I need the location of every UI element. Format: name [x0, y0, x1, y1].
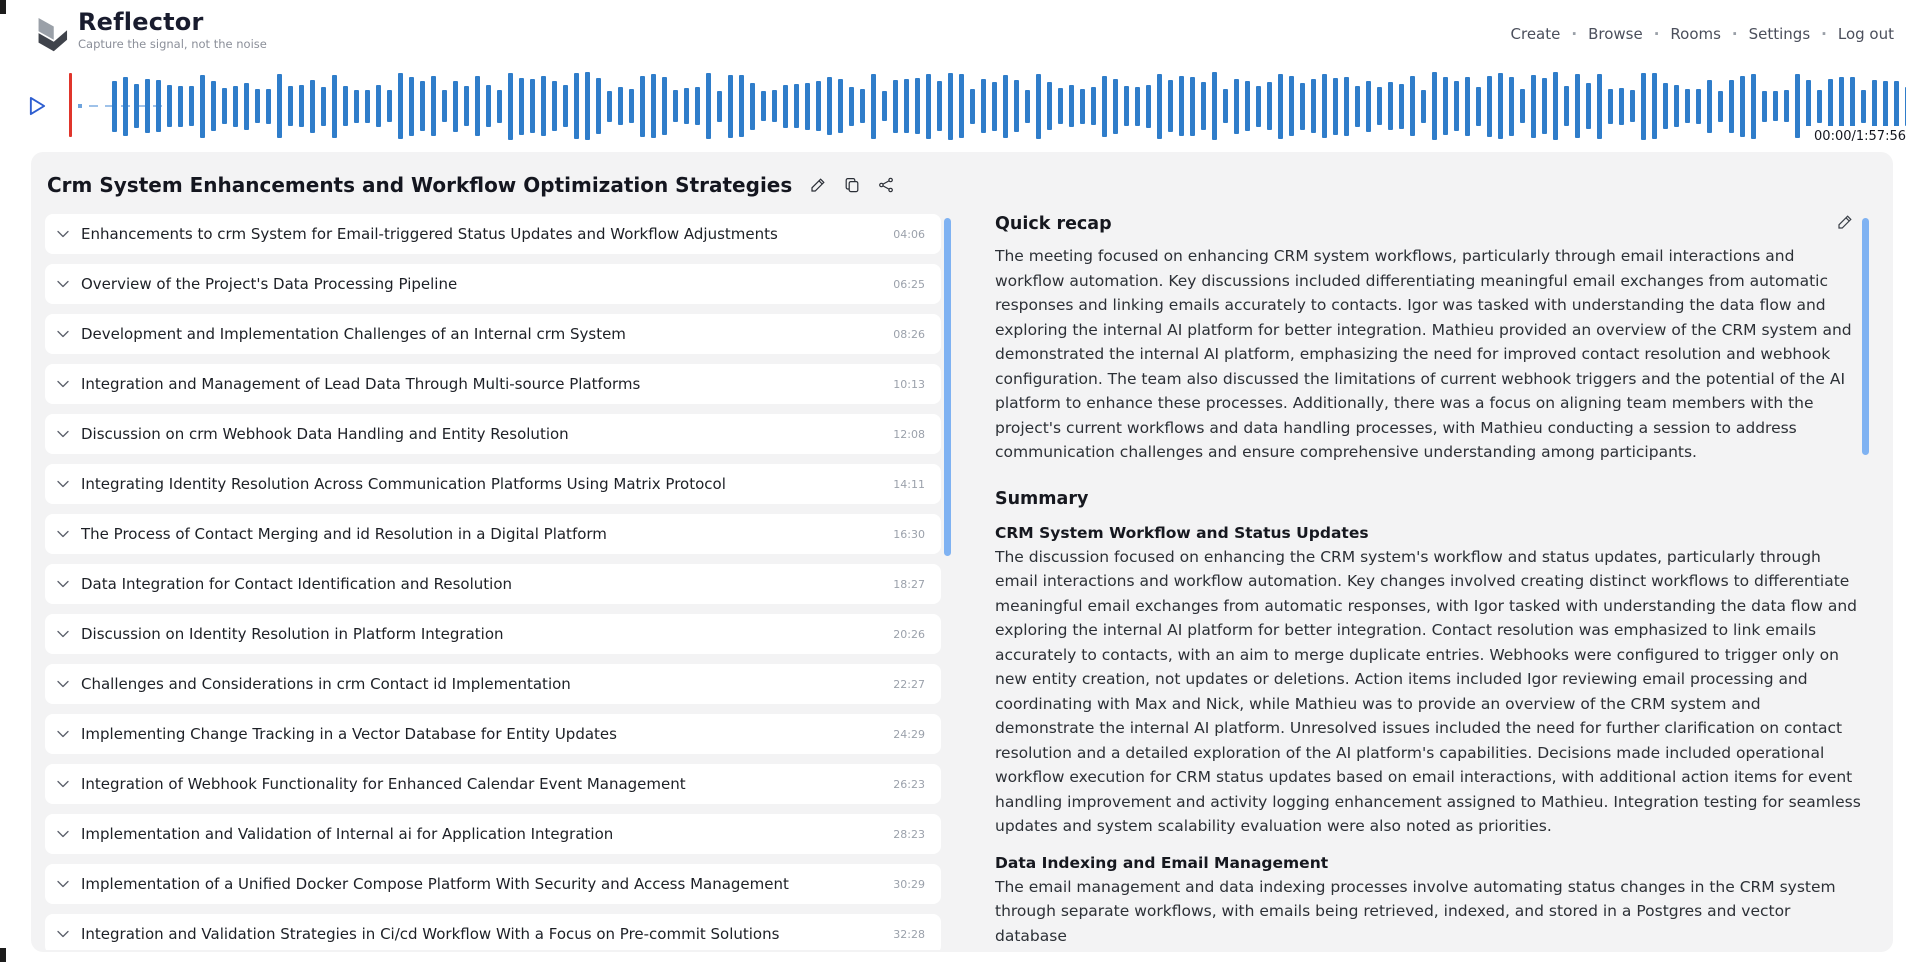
- waveform-seekbar[interactable]: [64, 70, 1906, 142]
- audio-player: [28, 64, 1906, 148]
- pencil-icon: [810, 177, 826, 193]
- quick-recap-text: The meeting focused on enhancing CRM system workflows, particularly through email interactions and workflow automation. Key discussions included differentiating meaningful email exchanges from automatic responses and linking emails accurately to contacts. Igor was tasked with understanding the data flow and exploring the internal AI platform for better integration. Mathieu provided an overview of the CRM system and demonstrated the internal AI platform, emphasizing the need for improved contact resolution and webhook configuration. The team also discussed the limitations of current webhook triggers and the potential of the AI platform to enhance these processes. Additionally, there was a focus on aligning team members with the project's current workflows and data handling processes, with Mathieu conducting a session to address communication challenges and ensure comprehensive understanding among participants.: [995, 247, 1852, 461]
- topic-list: [45, 214, 941, 950]
- topic-timestamp: 12:08: [893, 427, 925, 441]
- copy-icon: [844, 177, 860, 193]
- summary-section-heading: CRM System Workflow and Status Updates: [995, 523, 1369, 542]
- topic-timestamp: 14:11: [893, 477, 925, 491]
- topic-label: Integrating Identity Resolution Across Communication Platforms Using Matrix Protocol: [81, 475, 726, 493]
- brand-name: Reflector: [78, 8, 204, 36]
- playhead-cursor[interactable]: [69, 73, 72, 137]
- topic-label: Overview of the Project's Data Processing Pipeline: [81, 275, 458, 293]
- share-button[interactable]: [878, 177, 894, 193]
- topic-timestamp: 32:28: [893, 927, 925, 941]
- top-nav: [1511, 25, 1894, 43]
- topic-row[interactable]: [45, 414, 941, 454]
- chevron-down-icon: [57, 480, 69, 488]
- topic-timestamp: 18:27: [893, 577, 925, 591]
- share-icon: [878, 177, 894, 193]
- window-edge-artifact-bottom: [0, 948, 6, 962]
- topic-label: Implementation of a Unified Docker Compose Platform With Security and Access Management: [81, 875, 789, 893]
- nav-logout[interactable]: Log out: [1837, 25, 1894, 43]
- topic-label: Data Integration for Contact Identification and Resolution: [81, 575, 513, 593]
- summary-section-text: The discussion focused on enhancing the CRM system's workflow and status updates, particularly through email interactions and workflow automation. Key changes involved creating distinct workflows to differentiate meaningful email exchanges from automatic responses, with Igor tasked with understanding the data flow and exploring the internal AI platform for better integration. Contact resolution was emphasized to link emails accurately to contacts, with an aim to merge duplicate entries. Webhooks were configured to trigger only on new entity creation, not updates or deletions. Action items included Igor reviewing email processing and coordinating with Max and Nick, while Mathieu was to provide an overview of the CRM system and demonstrate the internal AI platform. Unresolved issues included the need for further clarification on contact resolution and a detailed exploration of the AI platform's capabilities. Decisions made included operational workflow execution for CRM status updates based on email interactions, with additional action items for event handling improvement and activity logging enhancement assigned to Mathieu. Integration testing for seamless updates and system scalability evaluation were also noted as priorities.: [995, 547, 1861, 835]
- brand-home-link[interactable]: [30, 10, 267, 58]
- summary-section-heading: Data Indexing and Email Management: [995, 853, 1329, 872]
- topic-timestamp: 24:29: [893, 727, 925, 741]
- topic-timestamp: 22:27: [893, 677, 925, 691]
- topic-row[interactable]: [45, 764, 941, 804]
- topic-label: Challenges and Considerations in crm Contact id Implementation: [81, 675, 571, 693]
- topic-timestamp: 26:23: [893, 777, 925, 791]
- topic-label: Integration and Validation Strategies in Ci/cd Workflow With a Focus on Pre-commit Solutions: [81, 925, 780, 943]
- chevron-down-icon: [57, 530, 69, 538]
- topics-scrollbar[interactable]: [944, 218, 951, 556]
- topic-row[interactable]: [45, 664, 941, 704]
- topic-timestamp: 30:29: [893, 877, 925, 891]
- topic-label: Development and Implementation Challenges of an Internal crm System: [81, 325, 626, 343]
- chevron-down-icon: [57, 680, 69, 688]
- chevron-down-icon: [57, 780, 69, 788]
- reflector-logo-icon: [30, 14, 68, 58]
- play-icon: [28, 95, 47, 117]
- topic-timestamp: 28:23: [893, 827, 925, 841]
- topic-row[interactable]: [45, 714, 941, 754]
- meeting-title: Crm System Enhancements and Workflow Optimization Strategies: [47, 173, 793, 197]
- topic-timestamp: 06:25: [893, 277, 925, 291]
- topic-label: Enhancements to crm System for Email-triggered Status Updates and Workflow Adjustments: [81, 225, 778, 243]
- play-button[interactable]: [28, 86, 64, 126]
- topic-timestamp: 08:26: [893, 327, 925, 341]
- nav-create[interactable]: Create: [1510, 25, 1561, 43]
- summary-heading: Summary: [995, 488, 1089, 509]
- topic-row[interactable]: [45, 264, 941, 304]
- topic-label: Implementing Change Tracking in a Vector Database for Entity Updates: [81, 725, 617, 743]
- chevron-down-icon: [57, 330, 69, 338]
- waveform-bars: [112, 70, 1906, 142]
- summary-scrollbar[interactable]: [1862, 218, 1869, 455]
- topic-timestamp: 16:30: [893, 527, 925, 541]
- topic-row[interactable]: [45, 364, 941, 404]
- chevron-down-icon: [57, 230, 69, 238]
- playback-time: 00:00/1:57:56: [1806, 126, 1906, 144]
- chevron-down-icon: [57, 930, 69, 938]
- meeting-card: [31, 152, 1893, 952]
- topic-row[interactable]: [45, 214, 941, 254]
- pencil-icon: [1837, 214, 1853, 230]
- nav-separator: ·: [1821, 25, 1827, 43]
- topic-row[interactable]: [45, 814, 941, 854]
- chevron-down-icon: [57, 280, 69, 288]
- nav-separator: ·: [1571, 25, 1578, 43]
- topic-timestamp: 04:06: [893, 227, 925, 241]
- quick-recap-heading: Quick recap: [995, 214, 1112, 234]
- nav-separator: ·: [1653, 25, 1660, 43]
- brand-tagline: Capture the signal, not the noise: [78, 37, 267, 52]
- topic-row[interactable]: [45, 464, 941, 504]
- topic-timestamp: 20:26: [893, 627, 925, 641]
- topic-label: Implementation and Validation of Internal ai for Application Integration: [81, 825, 614, 843]
- topic-label: Discussion on Identity Resolution in Platform Integration: [81, 625, 504, 643]
- summary-panel: [995, 214, 1879, 950]
- topic-label: Discussion on crm Webhook Data Handling and Entity Resolution: [81, 425, 569, 443]
- nav-rooms[interactable]: Rooms: [1670, 25, 1721, 43]
- topic-row[interactable]: [45, 314, 941, 354]
- chevron-down-icon: [57, 880, 69, 888]
- chevron-down-icon: [57, 580, 69, 588]
- nav-settings[interactable]: Settings: [1748, 25, 1811, 43]
- topic-label: Integration and Management of Lead Data Through Multi-source Platforms: [81, 375, 641, 393]
- chevron-down-icon: [57, 430, 69, 438]
- topics-panel: [45, 214, 969, 950]
- nav-separator: ·: [1731, 25, 1738, 43]
- window-edge-artifact-top: [0, 0, 6, 14]
- topic-row[interactable]: [45, 564, 941, 604]
- app-header: [0, 0, 1924, 58]
- summary-section-text: The email management and data indexing processes involve automating status changes in the CRM system through separate workflows, with emails being retrieved, indexed, and stored in a Postgres and vector database: [995, 877, 1836, 945]
- topic-label: Integration of Webhook Functionality for Enhanced Calendar Event Management: [81, 775, 686, 793]
- topic-row[interactable]: [45, 864, 941, 904]
- chevron-down-icon: [57, 830, 69, 838]
- edit-title-button[interactable]: [810, 177, 826, 193]
- chevron-down-icon: [57, 380, 69, 388]
- meeting-title-row: [45, 168, 1879, 202]
- topic-row[interactable]: [45, 514, 941, 554]
- edit-summary-button[interactable]: [1837, 214, 1853, 230]
- topic-row[interactable]: [45, 914, 941, 950]
- nav-browse[interactable]: Browse: [1588, 25, 1643, 43]
- chevron-down-icon: [57, 730, 69, 738]
- topic-timestamp: 10:13: [893, 377, 925, 391]
- topic-row[interactable]: [45, 614, 941, 654]
- copy-title-button[interactable]: [844, 177, 860, 193]
- chevron-down-icon: [57, 630, 69, 638]
- topic-label: The Process of Contact Merging and id Resolution in a Digital Platform: [81, 525, 607, 543]
